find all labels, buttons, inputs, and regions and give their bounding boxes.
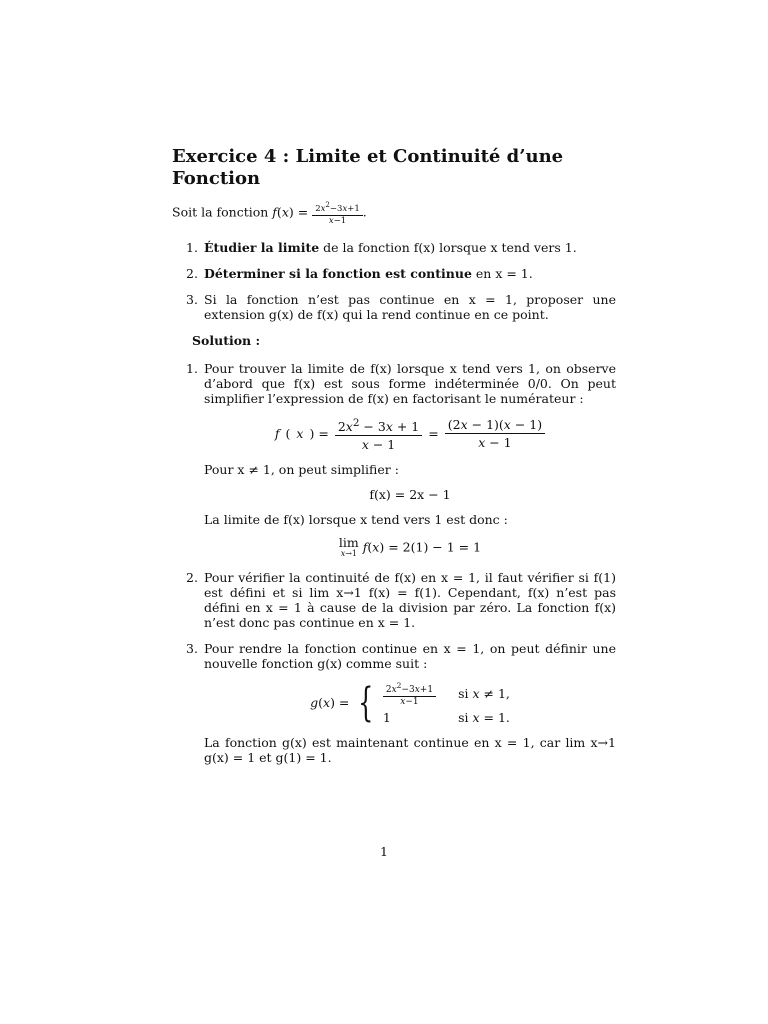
intro-fraction: $\frac{2x^2-3x+1}{x-1}$ bbox=[312, 200, 363, 226]
document-page bbox=[172, 146, 616, 776]
intro-statement: Soit la fonction f(x) = $\frac{2x^2-3x+1}{x-1}$ . bbox=[172, 200, 367, 226]
equation-factorization: f ( x ) = $\frac{2x^2 - 3x + 1}{x - 1}$ = $\frac{(2x - 1)(x - 1)}{x - 1}$ bbox=[204, 416, 616, 452]
solution-3-conclusion: La fonction g(x) est maintenant continue en x = 1, car lim x→1 g(x) = 1 et g(1) = 1. bbox=[204, 734, 616, 765]
question-2: 2. Déterminer si la fonction est continue en x = 1. bbox=[186, 265, 533, 281]
equation-limit: lim x→1 f(x) = 2(1) − 1 = 1 bbox=[338, 534, 482, 558]
exercise-title: Exercice 4 : Limite et Continuité d’une Fonction bbox=[172, 146, 564, 189]
solution-1: 1. Pour trouver la limite de f(x) lorsque x tend vers 1, on observe d’abord que f(x) est sous forme indéterminée 0/0. On peut simplifier l’expression de f(x) en factorisant le numérateur : f ( x ) = $\frac{2x^2 - 3x + 1}{x - 1}$ = $\frac{(2x - 1)(x - 1)}{x - 1}$ Pour x ≠ 1, on peut simplifier : f(x) = 2x − 1 La limite de f(x) lorsque x tend vers 1 est donc : lim x→1 f(x) = 2(1) − 1 = 1 bbox=[186, 360, 616, 558]
question-3: 3. Si la fonction n’est pas continue en x = 1, proposer une extension g(x) de f(x) qui la rend continue en ce point. bbox=[186, 291, 616, 322]
equation-piecewise: g(x) = { $\frac{2x^2-3x+1}{x-1}$ si x ≠ 1, 1 si x = 1. bbox=[310, 679, 510, 726]
page-number: 1 bbox=[380, 844, 388, 859]
solution-2-text: Pour vérifier la continuité de f(x) en x = 1, il faut vérifier si f(1) est défini et si lim x→1 f(x) = f(1). Cependant, f(x) n’est pas défini en x = 1 à cause de la division par zéro. La fonction f(x) n’est donc pas continue en x = 1. bbox=[204, 569, 616, 630]
solution-2: 2. Pour vérifier la continuité de f(x) en x = 1, il faut vérifier si f(1) est défini et si lim x→1 f(x) = f(1). Cependant, f(x) n’est pas défini en x = 1 à cause de la division par zéro. La fonction f(x) n’est donc pas continue en x = 1. bbox=[186, 569, 616, 630]
solution-3: 3. Pour rendre la fonction continue en x = 1, on peut définir une nouvelle fonction g(x) comme suit : g(x) = { $\frac{2x^2-3x+1}{x-1}$ si x ≠ 1, 1 si x = 1. La fonction g(x) est maintenant continue en x = 1, car lim x→1 g(x) = 1 et g(1) = 1. bbox=[186, 640, 616, 765]
question-1: 1. Étudier la limite de la fonction f(x) lorsque x tend vers 1. bbox=[186, 239, 577, 255]
solution-3-intro: Pour rendre la fonction continue en x = 1, on peut définir une nouvelle fonction g(x) comme suit : bbox=[204, 640, 616, 671]
solution-1-intro: Pour trouver la limite de f(x) lorsque x tend vers 1, on observe d’abord que f(x) est sous forme indéterminée 0/0. On peut simplifier l’expression de f(x) en factorisant le numérateur : bbox=[204, 360, 616, 406]
solution-heading: Solution : bbox=[192, 332, 261, 348]
solution-1-limit-text: La limite de f(x) lorsque x tend vers 1 est donc : bbox=[204, 511, 508, 527]
solution-1-simplify-text: Pour x ≠ 1, on peut simplifier : bbox=[204, 461, 399, 477]
equation-simplified: f(x) = 2x − 1 bbox=[369, 486, 451, 502]
